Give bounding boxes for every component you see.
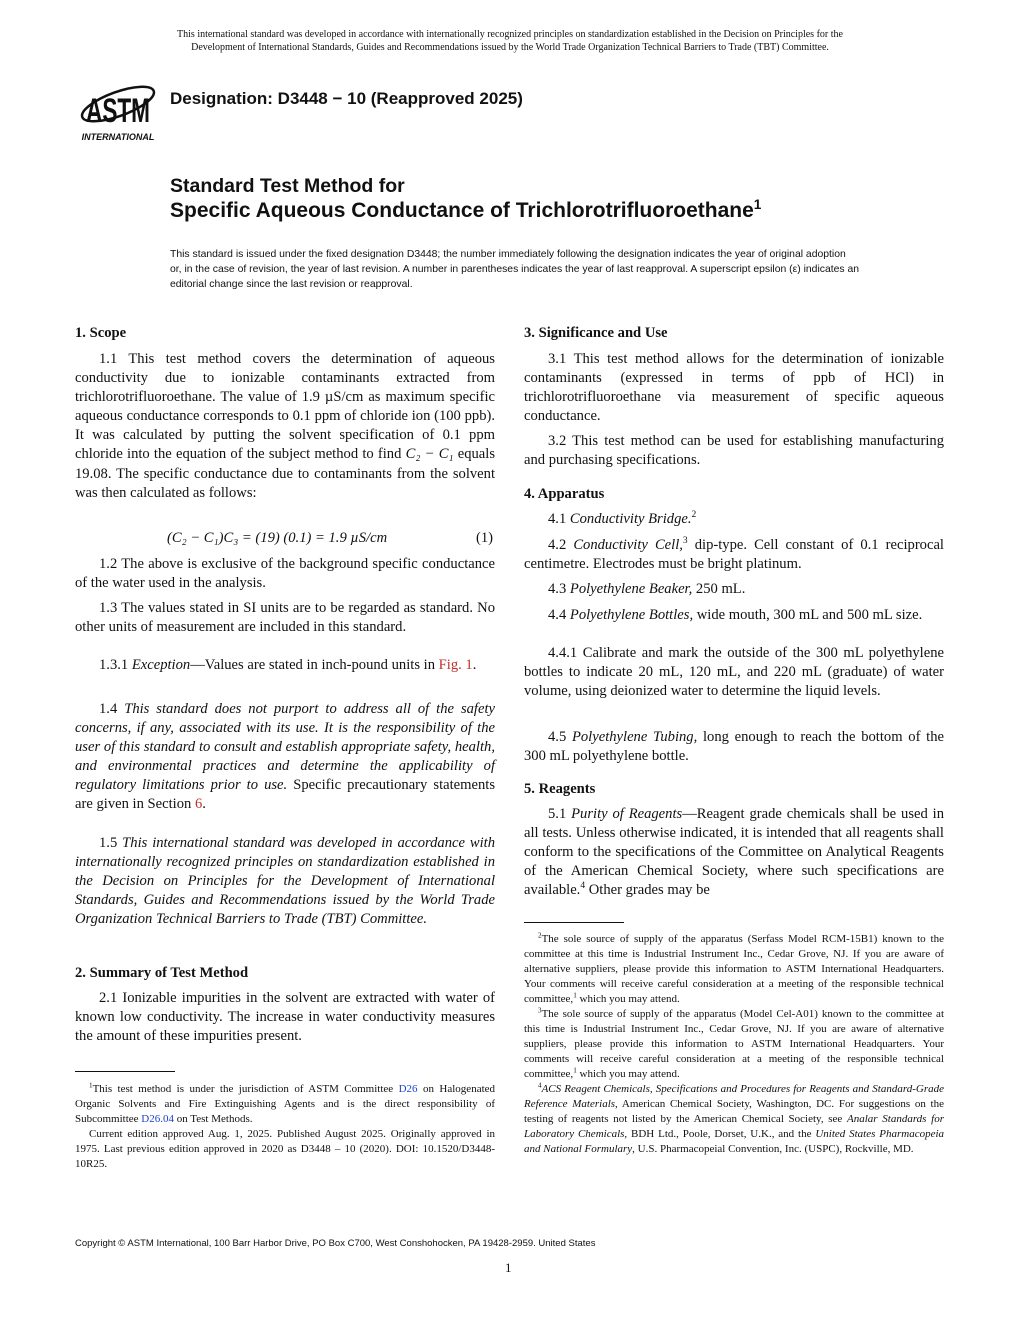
paragraph-1-4: 1.4 This standard does not purport to address all of the safety concerns, if any, associated with its use. It is the responsibility of the user of this standard to consult and establish appropriate safety, health, and environmental practices and determine the applicability of regulatory limitations prior to use. Specific precautionary statements are given in Section 6. [75, 701, 495, 813]
section-5-heading: 5. Reagents [524, 781, 596, 797]
footnote-2: $^2$The sole source of supply of the apparatus (Serfass Model RCM-15B1) known to the committee at this time is Industrial Instrument Inc., Cedar Grove, NJ. If you are aware of alternative suppliers, please provide this information to ASTM International Headquarters. Your comments will receive careful consideration at a meeting of the responsible technical committee,$^1$ which you may attend. [524, 931, 944, 1005]
section-4-heading: 4. Apparatus [524, 486, 605, 502]
copyright-notice: Copyright © ASTM International, 100 Barr Harbor Drive, PO Box C700, West Conshohocken, PA 19428-2959. United States [75, 1238, 596, 1249]
paragraph-3-1: 3.1 This test method allows for the determination of ionizable contaminants (expressed in terms of ppb of HCl) in trichlorotrifluoroethane via measurement of specific aqueous conductance. [524, 351, 944, 425]
paragraph-1-1: 1.1 This test method covers the determination of aqueous conductivity due to ionizable contaminants extracted from trichlorotrifluoroethane. The value of 1.9 µS/cm as maximum specific aqueous conductance corresponds to 0.1 ppm of chloride ion (100 ppb). It was calculated by putting the solvent specification of 0.1 ppm chloride into the equation of the subject method to find C₂ − C₁ equals 19.08. The specific conductance due to contaminants from the solvent was then calculated as follows: [75, 351, 496, 501]
paragraph-4-4: 4.4 Polyethylene Bottles, wide mouth, 300 mL and 500 mL size. [548, 607, 923, 623]
paragraph-5-1: 5.1 Purity of Reagents—Reagent grade chemicals shall be used in all tests. Unless otherwise indicated, it is intended that all reagents shall conform to the specifications of the Committee on Analytical Reagents of the American Chemical Society, where such specifications are available.$^4$ Other grades may be [524, 806, 944, 899]
footnote-3: $^3$The sole source of supply of the apparatus (Model Cel-A01) known to the committee at this time is Industrial Instrument Inc., Cedar Grove, NJ. If you are aware of alternative suppliers, please provide this information to ASTM International Headquarters. Your comments will receive careful consideration at a meeting of the responsible technical committee,$^1$ which you may attend. [524, 1006, 944, 1080]
paragraph-2-1: 2.1 Ionizable impurities in the solvent are extracted with water of known low conductivity. The increase in water conductivity measures the amount of these impurities present. [75, 990, 495, 1045]
svg-text:ASTM: ASTM [86, 92, 150, 130]
paragraph-4-4-1: 4.4.1 Calibrate and mark the outside of the 300 mL polyethylene bottles to indicate 20 mL, 120 mL, and 220 mL (graduate) of water volume, using deionized water to determine the liquid levels. [524, 645, 944, 700]
title-line1: Standard Test Method for [170, 175, 405, 197]
paragraph-4-1: 4.1 Conductivity Bridge.$^2$ [548, 510, 697, 527]
paragraph-4-2: 4.2 Conductivity Cell,$^3$ dip-type. Cell constant of 0.1 reciprocal centimetre. Electrodes must be bright platinum. [524, 536, 944, 573]
footnote-1: $^1$This test method is under the jurisdiction of ASTM Committee D26 on Halogenated Organic Solvents and Fire Extinguishing Agents and is the direct responsibility of Subcommittee D26.04 on Test Methods. [75, 1081, 496, 1125]
footnote-edition: Current edition approved Aug. 1, 2025. Published August 2025. Originally approved in 1975. Last previous edition approved in 2020 as D3448 – 10 (2020). DOI: 10.1520/D3448-10R25. [75, 1128, 495, 1170]
title-line2: Specific Aqueous Conductance of Trichlorotrifluoroethane$^1$ [170, 197, 762, 222]
section-1-heading: 1. Scope [75, 325, 127, 341]
paragraph-4-3: 4.3 Polyethylene Beaker, 250 mL. [548, 581, 746, 597]
paragraph-1-3-1: 1.3.1 Exception—Values are stated in inch-pound units in Fig. 1. [99, 657, 477, 673]
footnote-4: $^4$ACS Reagent Chemicals, Specifications and Procedures for Reagents and Standard-Grade Reference Materials, American Chemical Society, Washington, DC. For suggestions on the testing of reagents not listed by the American Chemical Society, see Analar Standards for Laboratory Chemicals, BDH Ltd., Poole, Dorset, U.K., and the United States Pharmacopeia and National Formulary, U.S. Pharmacopeial Convention, Inc. (USPC), Rockville, MD. [524, 1081, 945, 1155]
astm-logo [76, 76, 160, 144]
header-notice-line1: This international standard was developed in accordance with internationally recognized principles on standardization established in the Decision on Principles for the [177, 29, 843, 40]
footnote-divider [75, 1071, 175, 1072]
fig-1-link[interactable]: Fig. 1 [438, 657, 473, 673]
paragraph-4-5: 4.5 Polyethylene Tubing, long enough to reach the bottom of the 300 mL polyethylene bottle. [524, 729, 944, 765]
paragraph-3-2: 3.2 This test method can be used for establishing manufacturing and purchasing specifications. [524, 433, 944, 469]
footnote-divider [524, 922, 624, 923]
page-number: 1 [505, 1260, 512, 1275]
header-notice-line2: Development of International Standards, Guides and Recommendations issued by the World Trade Organization Technical Barriers to Trade (TBT) Committee. [191, 42, 829, 53]
paragraph-1-3: 1.3 The values stated in SI units are to be regarded as standard. No other units of measurement are included in this standard. [75, 600, 495, 636]
document-page: This international standard was developed in accordance with internationally recognized principles on standardization established in the Decision on Principles for the Development of International Standards, Guides and Recommendations issued by the World Trade Organization Technical Barriers to Trade (TBT) Committee. ASTM INTERNATIONAL Designation: D3448 − 10 (Reapproved 2025) Standard Test Method for Specific Aqueous Conductance of Trichlorotrifluoroethane$^1$ This standard is issued under the fixed designation D3448; the number immediately following the designation indicates the year of original adoption or, in the case of revision, the year of last revision. A number in parentheses indicates the year of last reapproval. A superscript epsilon (ε) indicates an editorial change since the last revision or reapproval. 1. Scope 1.1 This test method covers the determination of aqueous conductivity due to ionizable contaminants extracted from trichlorotrifluoroethane. The value of 1.9 µS/cm as maximum specific aqueous conductance corresponds to 0.1 ppm of chloride ion (100 ppb). It was calculated by putting the solvent specification of 0.1 ppm chloride into the equation of the subject method to find C₂ − C₁ equals 19.08. The specific conductance due to contaminants from the solvent was then calculated as follows: (C₂ − C₁)C₃ = (19) (0.1) = 1.9 µS/cm (1) 1.2 The above is exclusive of the background specific conductance of the water used in the analysis. 1.3 The values stated in SI units are to be regarded as standard. No other units of measurement are included in this standard. 1.3.1 Exception—Values are stated in inch-pound units in Fig. 1. 1.4 This standard does not purport to address all of the safety concerns, if any, associated with its use. It is the responsibility of the user of this standard to consult and establish appropriate safety, health, and environmental practices and determine the applicability of regulatory limitations prior to use. Specific precautionary statements are given in Section 6. 1.5 This international standard was developed in accordance with internationally recognized principles on standardization established in the Decision on Principles for the Development of International Standards, Guides and Recommendations issued by the World Trade Organization Technical Barriers to Trade (TBT) Committee. 2. Summary of Test Method 2.1 Ionizable impurities in the solvent are extracted with water of known low conductivity. The increase in water conductivity measures the amount of these impurities present. $^1$This test method is under the jurisdiction of ASTM Committee D26 on Halogenated Organic Solvents and Fire Extinguishing Agents and is the direct responsibility of Subcommittee D26.04 on Test Methods. Current edition approved Aug. 1, 2025. Published August 2025. Originally approved in 1975. Last previous edition approved in 2020 as D3448 – 10 (2020). DOI: 10.1520/D3448-10R25. 3. Significance and Use 3.1 This test method allows for the determination of ionizable contaminants (expressed in terms of ppb of HCl) in trichlorotrifluoroethane via measurement of specific aqueous conductance. 3.2 This test method can be used for establishing manufacturing and purchasing specifications. 4. Apparatus 4.1 Conductivity Bridge.$^2$ 4.2 Conductivity Cell,$^3$ dip-type. Cell constant of 0.1 reciprocal centimetre. Electrodes must be bright platinum. 4.3 Polyethylene Beaker, 250 mL. 4.4 Polyethylene Bottles, wide mouth, 300 mL and 500 mL size. 4.4.1 Calibrate and mark the outside of the 300 mL polyethylene bottles to indicate 20 mL, 120 mL, and 220 mL (graduate) of water volume, using deionized water to determine the liquid levels. 4.5 Polyethylene Tubing, long enough to reach the bottom of the 300 mL polyethylene bottle. 5. Reagents 5.1 Purity of Reagents—Reagent grade chemicals shall be used in all tests. Unless otherwise indicated, it is intended that all reagents shall conform to the specifications of the Committee on Analytical Reagents of the American Chemical Society, where such specifications are available.$^4$ Other grades may be $^2$The sole source of supply of the apparatus (Serfass Model RCM-15B1) known to the committee at this time is Industrial Instrument Inc., Cedar Grove, NJ. If you are aware of alternative suppliers, please provide this information to ASTM International Headquarters. Your comments will receive careful consideration at a meeting of the responsible technical committee,$^1$ which you may attend. $^3$The sole source of supply of the apparatus (Model Cel-A01) known to the committee at this time is Industrial Instrument Inc., Cedar Grove, NJ. If you are aware of alternative suppliers, please provide this information to ASTM International Headquarters. Your comments will receive careful consideration at a meeting of the responsible technical committee,$^1$ which you may attend. $^4$ACS Reagent Chemicals, Specifications and Procedures for Reagents and Standard-Grade Reference Materials, American Chemical Society, Washington, DC. For suggestions on the testing of reagents not listed by the American Chemical Society, see Analar Standards for Laboratory Chemicals, BDH Ltd., Poole, Dorset, U.K., and the United States Pharmacopeia and National Formulary, U.S. Pharmacopeial Convention, Inc. (USPC), Rockville, MD. Copyright © ASTM International, 100 Barr Harbor Drive, PO Box C700, West Conshohocken, PA 19428-2959. United States 1 [0, 0, 1020, 1320]
paragraph-1-2: 1.2 The above is exclusive of the background specific conductance of the water used in the analysis. [75, 556, 495, 592]
section-3-heading: 3. Significance and Use [524, 325, 668, 341]
subcommittee-d26-04-link[interactable]: D26.04 [141, 1113, 174, 1125]
committee-d26-link[interactable]: D26 [398, 1083, 418, 1095]
standard-intro-note: This standard is issued under the fixed designation D3448; the number immediately following the designation indicates the year of original adoption or, in the case of revision, the year of last revision. A number in parentheses indicates the year of last reapproval. A superscript epsilon (ε) indicates an editorial change since the last revision or reapproval. [170, 249, 860, 290]
svg-text:INTERNATIONAL: INTERNATIONAL [81, 132, 155, 142]
section-2-heading: 2. Summary of Test Method [75, 965, 249, 981]
paragraph-1-5: 1.5 This international standard was developed in accordance with internationally recognized principles on standardization established in the Decision on Principles for the Development of International Standards, Guides and Recommendations issued by the World Trade Organization Technical Barriers to Trade (TBT) Committee. [75, 835, 496, 928]
section-6-link[interactable]: 6 [194, 796, 203, 813]
designation: Designation: D3448 − 10 (Reapproved 2025) [170, 89, 523, 108]
